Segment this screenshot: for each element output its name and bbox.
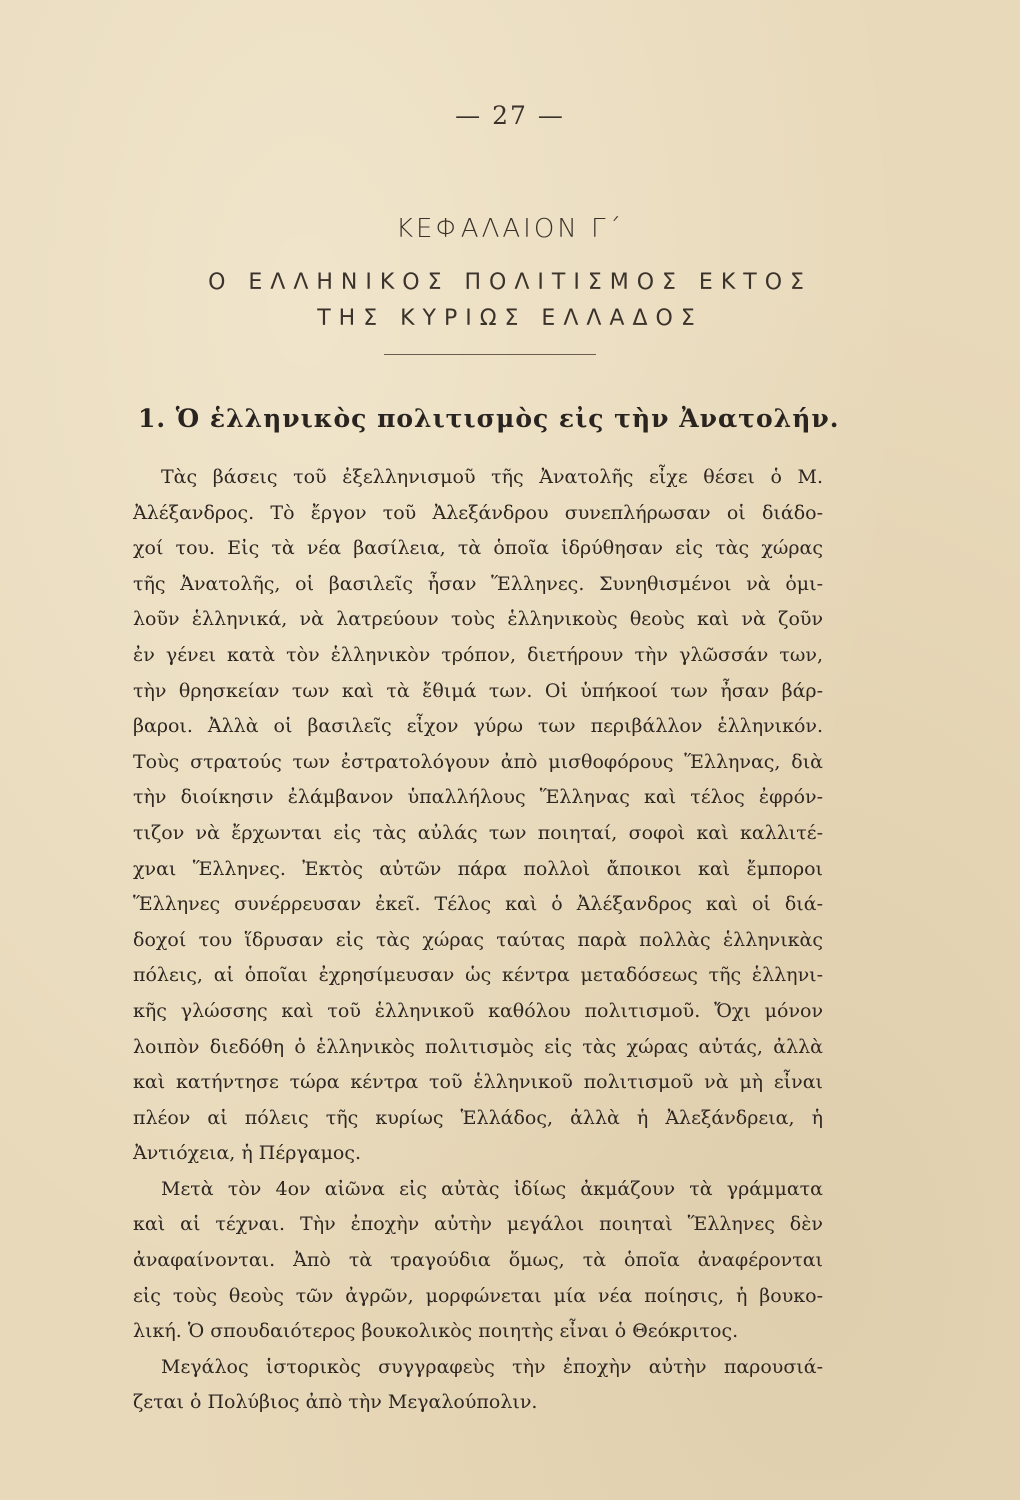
body-line: τὴν θρησκείαν των καὶ τὰ ἔθιμά των. Οἱ ὑπήκοοί των ἦσαν βάρ- <box>133 679 823 702</box>
body-line: δοχοί του ἵδρυσαν εἰς τὰς χώρας ταύτας παρὰ πολλὰς ἑλληνικὰς <box>133 928 823 951</box>
body-line: ἀναφαίνονται. Ἀπὸ τὰ τραγούδια ὅμως, τὰ ὁποῖα ἀναφέρονται <box>133 1249 823 1272</box>
body-line: βαροι. Ἀλλὰ οἱ βασιλεῖς εἶχον γύρω των περιβάλλον ἑλληνικόν. <box>133 715 823 738</box>
chapter-title-line-1: Ο ΕΛΛΗΝΙΚΟΣ ΠΟΛΙΤΙΣΜΟΣ ΕΚΤΟΣ <box>208 270 812 295</box>
body-line: καὶ αἱ τέχναι. Τὴν ἐποχὴν αὐτὴν μεγάλοι ποιηταὶ Ἕλληνες δὲν <box>133 1213 823 1236</box>
body-line: εἰς τοὺς θεοὺς τῶν ἀγρῶν, μορφώνεται μία νέα ποίησις, ἡ βουκο- <box>133 1284 823 1307</box>
chapter-label: ΚΕΦΑΛΑΙΟΝ Γ΄ <box>395 214 625 244</box>
body-line: κῆς γλώσσης καὶ τοῦ ἑλληνικοῦ καθόλου πολιτισμοῦ. Ὄχι μόνον <box>133 999 823 1022</box>
body-line: Τὰς βάσεις τοῦ ἐξελληνισμοῦ τῆς Ἀνατολῆς εἶχε θέσει ὁ Μ. <box>161 466 823 488</box>
body-line: ζεται ὁ Πολύβιος ἀπὸ τὴν Μεγαλούπολιν. <box>133 1391 538 1414</box>
body-line: Τοὺς στρατούς των ἐστρατολόγουν ἀπὸ μισθοφόρους Ἕλληνας, διὰ <box>133 750 823 773</box>
body-line: λοῦν ἑλληνικά, νὰ λατρεύουν τοὺς ἑλληνικοὺς θεοὺς καὶ νὰ ζοῦν <box>133 608 823 631</box>
title-divider <box>384 354 596 355</box>
body-line: καὶ κατήντησε τώρα κέντρα τοῦ ἑλληνικοῦ πολιτισμοῦ νὰ μὴ εἶναι <box>133 1071 823 1094</box>
body-line: χοί του. Εἰς τὰ νέα βασίλεια, τὰ ὁποῖα ἱδρύθησαν εἰς τὰς χώρας <box>133 537 823 560</box>
body-line: πλέον αἱ πόλεις τῆς κυρίως Ἑλλάδος, ἀλλὰ ἡ Ἀλεξάνδρεια, ἡ <box>133 1106 823 1129</box>
body-line: Μεγάλος ἱστορικὸς συγγραφεὺς τὴν ἐποχὴν αὐτὴν παρουσιά- <box>161 1355 823 1378</box>
body-line: πόλεις, αἱ ὁποῖαι ἐχρησίμευσαν ὡς κέντρα μεταδόσεως τῆς ἑλληνι- <box>133 964 823 987</box>
page-number: — 27 — <box>455 101 565 130</box>
body-text <box>133 460 823 1421</box>
section-heading: 1. Ὁ ἑλληνικὸς πολιτισμὸς εἰς τὴν Ἀνατολήν. <box>138 404 840 433</box>
body-line: ἐν γένει κατὰ τὸν ἑλληνικὸν τρόπον, διετήρουν τὴν γλῶσσάν των, <box>133 643 823 666</box>
body-line: Ἕλληνες συνέρρευσαν ἐκεῖ. Τέλος καὶ ὁ Ἀλέξανδρος καὶ οἱ διά- <box>133 893 823 916</box>
body-line: τιζον νὰ ἔρχωνται εἰς τὰς αὐλάς των ποιηταί, σοφοὶ καὶ καλλιτέ- <box>133 821 823 844</box>
body-line: τῆς Ἀνατολῆς, οἱ βασιλεῖς ἦσαν Ἕλληνες. Συνηθισμένοι νὰ ὁμι- <box>133 572 823 595</box>
body-line: λοιπὸν διεδόθη ὁ ἑλληνικὸς πολιτισμὸς εἰς τὰς χώρας αὐτάς, ἀλλὰ <box>133 1035 823 1058</box>
body-line: χναι Ἕλληνες. Ἐκτὸς αὐτῶν πάρα πολλοὶ ἄποικοι καὶ ἔμποροι <box>133 857 823 880</box>
body-line: λική. Ὁ σπουδαιότερος βουκολικὸς ποιητὴς εἶναι ὁ Θεόκριτος. <box>133 1320 739 1343</box>
body-line: τὴν διοίκησιν ἐλάμβανον ὑπαλλήλους Ἕλληνας καὶ τέλος ἐφρόν- <box>133 786 823 809</box>
body-line: Ἀντιόχεια, ἡ Πέργαμος. <box>133 1142 362 1165</box>
chapter-title-line-2: ΤΗΣ ΚΥΡΙΩΣ ΕΛΛΑΔΟΣ <box>317 306 703 331</box>
body-line: Μετὰ τὸν 4ον αἰῶνα εἰς αὐτὰς ἰδίως ἀκμάζουν τὰ γράμματα <box>161 1177 823 1200</box>
body-line: Ἀλέξανδρος. Τὸ ἔργον τοῦ Ἀλεξάνδρου συνεπλήρωσαν οἱ διάδο- <box>133 501 823 524</box>
